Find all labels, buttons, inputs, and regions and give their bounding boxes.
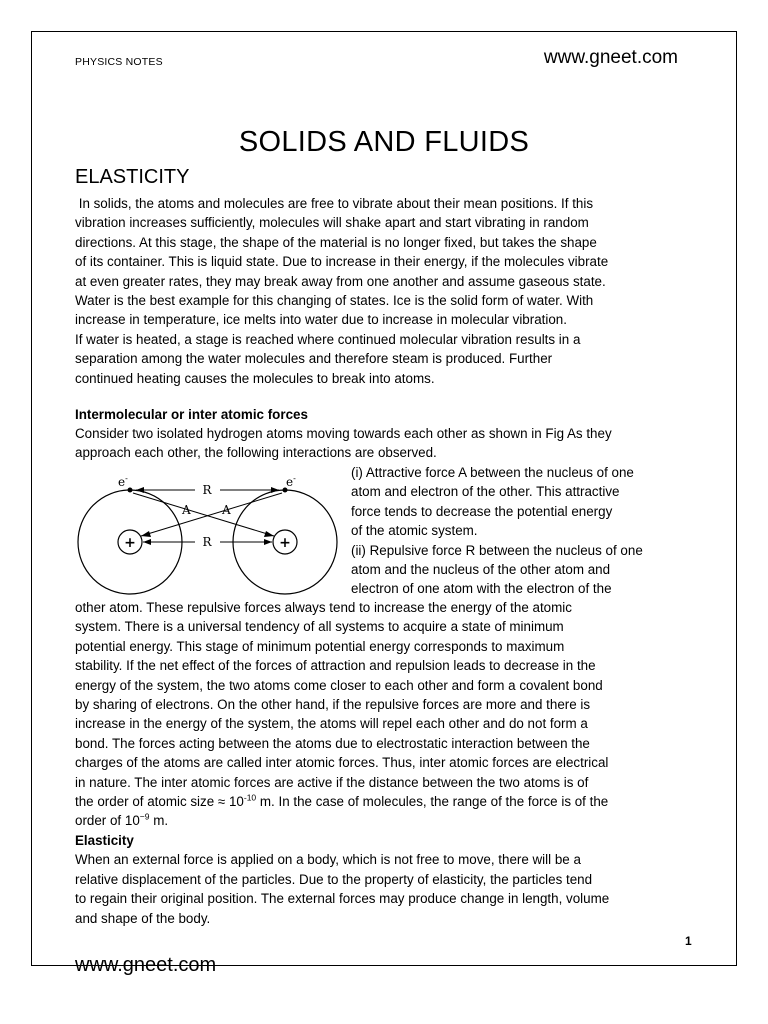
text-line: continued heating causes the molecules to break into atoms. xyxy=(75,370,435,386)
text-line: relative displacement of the particles. Due to the property of elasticity, the particles tend xyxy=(75,871,593,887)
text-line: force tends to decrease the potential energy xyxy=(351,503,613,519)
text-line: Consider two isolated hydrogen atoms moving towards each other as shown in Fig As they xyxy=(75,426,612,441)
subheading-elasticity: Elasticity xyxy=(75,832,134,848)
text-line: stability. If the net effect of the forces of attraction and repulsion leads to decrease in the xyxy=(75,658,596,674)
electron-left xyxy=(128,488,133,493)
text-line: electron of one atom with the electron of the xyxy=(351,581,612,597)
arrowhead xyxy=(264,531,274,537)
text-line: approach each other, the following interactions are observed. xyxy=(75,445,437,461)
text-span: the order of atomic size ≈ 10 xyxy=(75,794,244,810)
electron-label-left: e- xyxy=(118,474,128,489)
text-line: vibration increases sufficiently, molecules will shake apart and start vibrating in random xyxy=(75,215,589,231)
text-line: When an external force is applied on a body, which is not free to move, there will be a xyxy=(75,852,581,868)
text-line: energy of the system, the two atoms come closer to each other and form a covalent bond xyxy=(75,677,603,693)
text-line: to regain their original position. The external forces may produce change in length, volume xyxy=(75,891,610,907)
text-line: directions. At this stage, the shape of the material is no longer fixed, but takes the shape xyxy=(75,234,597,250)
figure-side-text xyxy=(351,463,701,599)
text-line-atomic-size xyxy=(75,792,695,811)
text-line: increase in temperature, ice melts into water due to increase in molecular vibration. xyxy=(75,312,567,328)
exponent: −9 xyxy=(139,812,150,822)
page-title: SOLIDS AND FLUIDS xyxy=(238,126,530,158)
text-line-order xyxy=(75,811,695,830)
arrowhead xyxy=(143,539,151,545)
a-label-right: A xyxy=(222,503,231,517)
arrowhead xyxy=(136,487,144,493)
header-website: www.gneet.com xyxy=(543,47,678,68)
a-label-left: A xyxy=(182,503,191,517)
text-line: in nature. The inter atomic forces are active if the distance between the two atoms is of xyxy=(75,774,589,790)
text-line: at even greater rates, they may break away from one another and assume gaseous state. xyxy=(75,273,606,289)
text-line: atom and electron of the other. This attractive xyxy=(351,484,620,500)
section-heading-elasticity: ELASTICITY xyxy=(75,166,190,188)
attraction-line-right xyxy=(141,493,282,536)
arrowhead xyxy=(264,539,272,545)
text-line: separation among the water molecules and therefore steam is produced. Further xyxy=(75,351,553,367)
hydrogen-atoms-figure xyxy=(70,470,350,610)
text-span: order of 10 xyxy=(75,813,140,829)
page-number: 1 xyxy=(685,934,692,948)
r-label-mid: R xyxy=(202,535,212,549)
text-line: In solids, the atoms and molecules are free to vibrate about their mean positions. If this xyxy=(75,196,594,211)
paragraph-hydrogen-atoms xyxy=(75,424,695,463)
text-line: If water is heated, a stage is reached where continued molecular vibration results in a xyxy=(75,331,581,347)
text-line: increase in the energy of the system, the atoms will repel each other and do not form a xyxy=(75,716,588,732)
text-line: by sharing of electrons. On the other hand, if the repulsive forces are more and there is xyxy=(75,697,591,713)
text-line: atom and the nucleus of the other atom and xyxy=(351,562,611,578)
electron-label-right: e- xyxy=(286,474,296,489)
text-line: charges of the atoms are called inter atomic forces. Thus, inter atomic forces are electrical xyxy=(75,755,609,771)
header-label: PHYSICS NOTES xyxy=(75,56,163,68)
text-line: (i) Attractive force A between the nucleus of one xyxy=(351,465,634,480)
text-line: and shape of the body. xyxy=(75,910,211,926)
text-span: m. xyxy=(149,813,169,829)
attraction-line-left xyxy=(133,493,274,536)
nucleus-plus-right: + xyxy=(279,535,291,551)
text-line: system. There is a universal tendency of all systems to acquire a state of minimum xyxy=(75,619,564,635)
arrowhead xyxy=(271,487,279,493)
paragraph-states-of-matter xyxy=(75,194,695,388)
text-line: of its container. This is liquid state. Due to increase in their energy, if the molecules vibrate xyxy=(75,254,609,270)
text-line: (ii) Repulsive force R between the nucleus of one xyxy=(351,542,643,558)
text-line: other atom. These repulsive forces always tend to increase the energy of the atomic xyxy=(75,600,572,615)
r-label-top: R xyxy=(202,483,212,497)
exponent: -10 xyxy=(243,792,257,803)
text-line: of the atomic system. xyxy=(351,523,478,539)
subheading-interatomic-forces: Intermolecular or inter atomic forces xyxy=(75,407,308,422)
text-line: Water is the best example for this changing of states. Ice is the solid form of water. With xyxy=(75,293,594,309)
footer-website: www.gneet.com xyxy=(75,954,217,976)
paragraph-repulsive-forces xyxy=(75,598,695,928)
text-line: bond. The forces acting between the atoms due to electrostatic interaction between the xyxy=(75,735,590,751)
nucleus-plus-left: + xyxy=(124,535,136,551)
arrowhead xyxy=(141,531,151,537)
text-line: potential energy. This stage of minimum potential energy corresponds to maximum xyxy=(75,638,565,654)
text-span: m. In the case of molecules, the range of the force is of the xyxy=(256,794,609,810)
